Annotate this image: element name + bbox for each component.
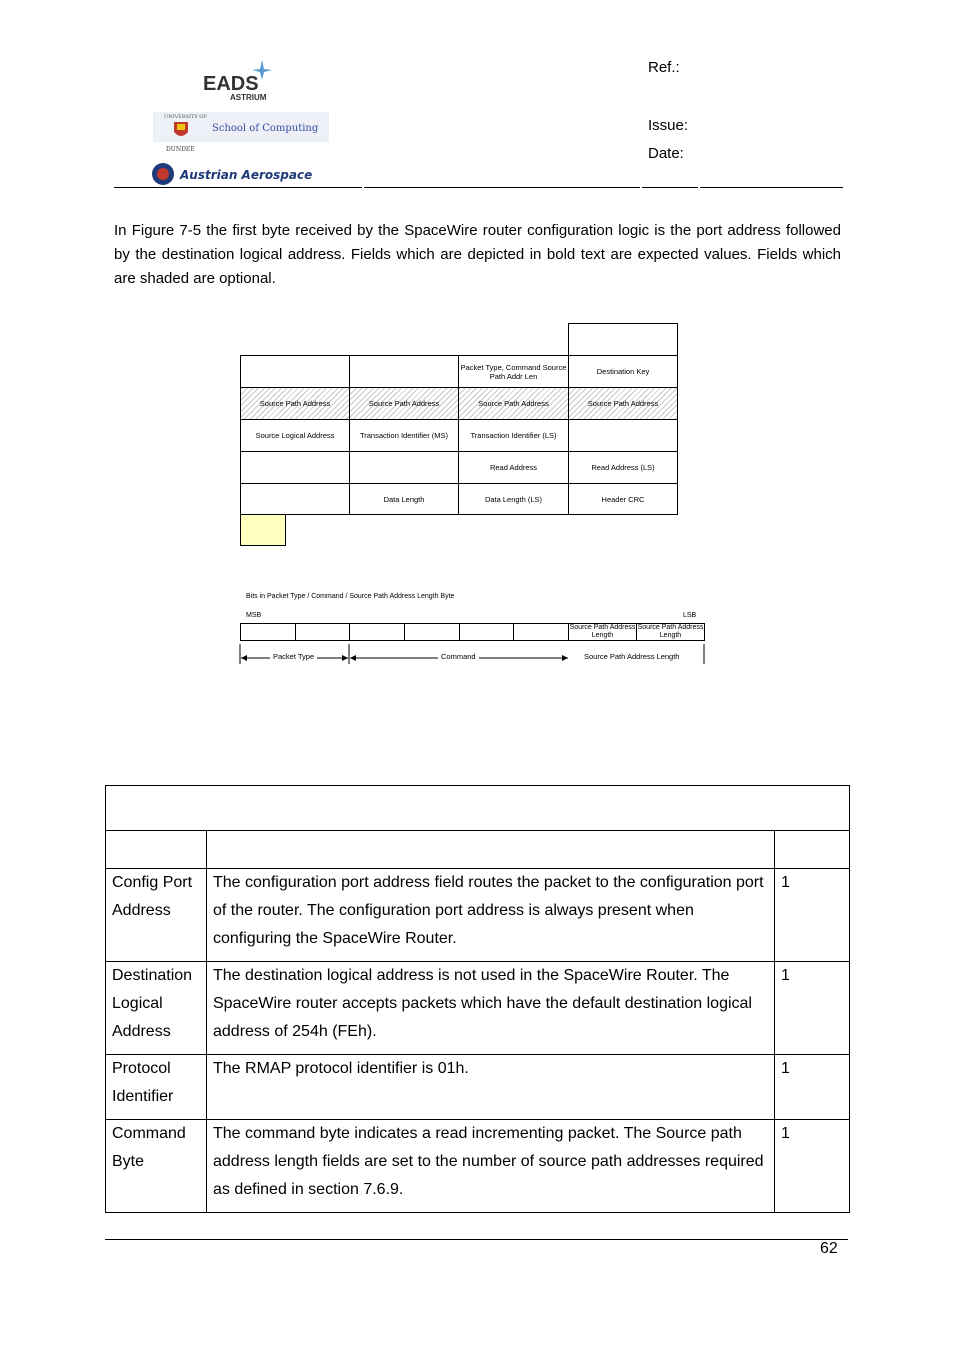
table-header-cell bbox=[775, 831, 850, 869]
field-size-cell: 1 bbox=[775, 1055, 850, 1120]
bit-cell: Source Path Address Length bbox=[637, 624, 704, 639]
date-label: Date: bbox=[648, 145, 684, 162]
packet-cell-optional: Source Path Address bbox=[240, 387, 350, 420]
packet-cell: Header CRC bbox=[568, 483, 678, 515]
packet-cell: Data Length bbox=[349, 483, 459, 515]
dundee-university-text: UNIVERSITY OF bbox=[164, 114, 207, 120]
command-label: Command bbox=[438, 652, 479, 661]
bit-cell bbox=[459, 623, 514, 641]
packet-cell bbox=[240, 483, 350, 515]
table-header-row bbox=[106, 831, 850, 869]
packet-cell bbox=[568, 419, 678, 452]
field-desc-cell: The command byte indicates a read incrementing packet. The Source path address length fields are set to the number of source path addresses required as defined in section 7.6.9. bbox=[207, 1120, 775, 1213]
table-title-cell bbox=[106, 786, 850, 831]
table-row bbox=[106, 962, 850, 1055]
spal-label: Source Path Address Length bbox=[581, 652, 682, 661]
intro-paragraph: In Figure 7-5 the first byte received by the SpaceWire router configuration logic is the port address followed by the destination logical address. Fields which are depicted in bold text are expected values. Fields which are shaded are optional. bbox=[114, 222, 841, 287]
table-title-row bbox=[106, 786, 850, 831]
packet-cell bbox=[349, 451, 459, 484]
packet-cell bbox=[240, 355, 350, 388]
packet-cell: Data Length (LS) bbox=[458, 483, 569, 515]
dundee-logo bbox=[150, 110, 340, 156]
field-size-cell: 1 bbox=[775, 1120, 850, 1213]
issue-label: Issue: bbox=[648, 117, 689, 134]
table-header-cell bbox=[106, 831, 207, 869]
field-desc-cell: The RMAP protocol identifier is 01h. bbox=[207, 1055, 775, 1120]
eads-astrium-logo bbox=[200, 56, 280, 106]
packet-cell: Destination Key bbox=[568, 355, 678, 388]
field-name-cell: Config Port Address bbox=[106, 869, 207, 962]
lsb-label: LSB bbox=[683, 612, 697, 619]
header-rule bbox=[364, 187, 640, 188]
header-rule bbox=[114, 187, 362, 188]
ref-label: Ref.: bbox=[648, 59, 680, 76]
dundee-name-text: DUNDEE bbox=[166, 146, 195, 153]
packet-cell: Packet Type, Command Source Path Addr Len bbox=[458, 355, 569, 388]
table-row bbox=[106, 1055, 850, 1120]
bit-cell bbox=[240, 623, 296, 641]
packet-cell-optional: Source Path Address bbox=[458, 387, 569, 420]
header-rule bbox=[700, 187, 843, 188]
field-name-cell: Command Byte bbox=[106, 1120, 207, 1213]
packet-cell: Read Address bbox=[458, 451, 569, 484]
packet-cell-optional: Source Path Address bbox=[349, 387, 459, 420]
table-row bbox=[106, 1120, 850, 1213]
msb-label: MSB bbox=[246, 612, 262, 619]
austrian-aerospace-text: Austrian Aerospace bbox=[180, 168, 313, 182]
table-row bbox=[106, 869, 850, 962]
packet-cell: Transaction Identifier (MS) bbox=[349, 419, 459, 452]
eop-marker bbox=[240, 514, 286, 546]
packet-type-label: Packet Type bbox=[270, 652, 317, 661]
field-description-table bbox=[105, 785, 850, 1213]
packet-cell bbox=[568, 323, 678, 356]
field-name-cell: Protocol Identifier bbox=[106, 1055, 207, 1120]
astrium-logo-text: ASTRIUM bbox=[230, 93, 267, 102]
packet-cell bbox=[349, 355, 459, 388]
page-number: 62 bbox=[820, 1240, 838, 1257]
field-desc-cell: The configuration port address field routes the packet to the configuration port of the router. The configuration port address is always present when configuring the SpaceWire Router. bbox=[207, 869, 775, 962]
field-desc-cell: The destination logical address is not used in the SpaceWire Router. The SpaceWire router accepts packets which have the default destination logical address of 254h (FEh). bbox=[207, 962, 775, 1055]
table-header-cell bbox=[207, 831, 775, 869]
packet-cell: Read Address (LS) bbox=[568, 451, 678, 484]
bit-cell bbox=[404, 623, 460, 641]
eads-logo-text: EADS bbox=[203, 73, 259, 95]
packet-cell: Source Logical Address bbox=[240, 419, 350, 452]
bits-diagram-title: Bits in Packet Type / Command / Source Path Address Length Byte bbox=[246, 593, 455, 600]
school-of-computing-text: School of Computing bbox=[212, 123, 319, 134]
packet-cell-optional: Source Path Address bbox=[568, 387, 678, 420]
footer-rule bbox=[105, 1239, 848, 1240]
bit-cell: Source Path Address Length bbox=[569, 624, 636, 639]
field-size-cell: 1 bbox=[775, 869, 850, 962]
packet-cell: Transaction Identifier (LS) bbox=[458, 419, 569, 452]
bit-cell bbox=[349, 623, 405, 641]
field-size-cell: 1 bbox=[775, 962, 850, 1055]
field-name-cell: Destination Logical Address bbox=[106, 962, 207, 1055]
header-rule bbox=[642, 187, 698, 188]
bit-cell bbox=[513, 623, 569, 641]
austrian-aerospace-logo bbox=[150, 160, 350, 188]
bit-cell bbox=[295, 623, 350, 641]
packet-cell bbox=[240, 451, 350, 484]
